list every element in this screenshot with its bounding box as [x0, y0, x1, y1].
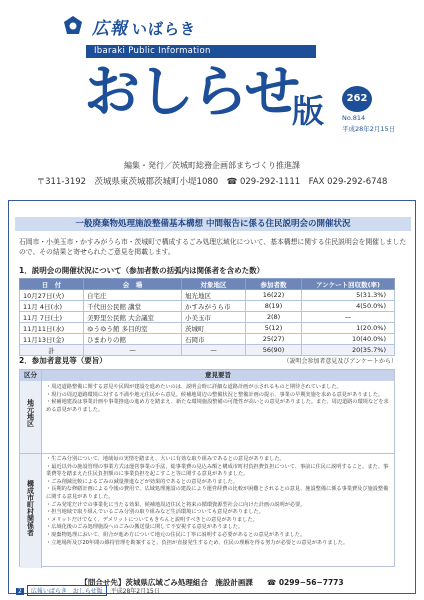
- contact-label: 【問合せ先】茨城県広域ごみ処理組合 施設計画課: [80, 578, 253, 587]
- page-footer: [16, 585, 160, 596]
- list-item: ・メリットだけでなく、デメリットについてもきちんと説明すべきとの意見がありました。: [46, 516, 258, 523]
- list-item: ・担当地域で取り組んでいるごみ分別の取り組みなど生活環境についても意見がありました。: [46, 509, 264, 516]
- list-item: ・広域化後のごみ処理施設へのごみの搬送量に関して不安視する意見がありました。: [46, 524, 244, 531]
- list-item: ・最近以外の施設管理の事業方式は運営事業の手法、総事業費の見込み額と構成市町村負担費負担について、事前に住民に説明すること。また、事業費等を踏まえた住民負担額のに事業負担を起こすこと等に関する意見がありました。: [46, 463, 389, 478]
- category-local: 地元地区: [20, 381, 42, 453]
- opinion-header-summary: 意見要旨: [205, 371, 231, 379]
- brand-name: 広報 いばらき: [92, 19, 197, 39]
- title-suffix: 版: [292, 92, 325, 130]
- brand-english: Ibaraki Public Information: [94, 46, 211, 56]
- list-item: ・長期的な修繕計画による今後の費用で、広域処理施設の建設により運営経費の比較が困難とされるとの意見、施設整備に係る事業費及び施設整備に関する意見がありました。: [46, 486, 389, 500]
- section1-title: 1．説明会の開催状況について（参加者数の括弧内は関係者を含めた数）: [19, 266, 265, 275]
- footer-publication-name: 広報いばらき おしらせ版: [27, 585, 107, 596]
- opinions-local: [46, 384, 392, 414]
- opinions-municipal: [46, 456, 392, 547]
- section2-title: 2．参加者意見等（要旨）: [19, 356, 107, 365]
- issue-date: 平成28年2月15日: [342, 125, 396, 133]
- footer-date: 平成28年2月15日: [110, 588, 160, 595]
- col-venue: 会 場: [84, 279, 182, 290]
- col-area: 対象地区: [182, 279, 246, 290]
- section2-note: （説明会参加者意見及びアンケートから）: [283, 358, 397, 365]
- category-municipal: 構成市町村関係者: [20, 453, 42, 568]
- col-participants: 参加者数: [246, 279, 302, 290]
- notice-lead: 石岡市・小美玉市・かすみがうら市・茨城町で構成するごみ処理広域化について、基本構想に関する住民説明会を開催しましたので、その結果と寄せられたご意見を掲載します。: [19, 238, 407, 256]
- opinion-header: [20, 370, 394, 381]
- list-item: ・現行の周辺道路環境に対する不満や地元住民から意見。候補地周辺の整備状況と整備計画の提示、事業の早期実施を求める意見がありました。: [46, 391, 384, 398]
- page-number: 2: [18, 588, 22, 595]
- table-total-row: 計 — — 56(90) 20(35.7%): [20, 345, 395, 356]
- table-row: 10月27日(火) 自宅庄 旭光地区 16(22) 5(31.3%): [20, 290, 395, 301]
- list-item: ・立地場所及び20年間の維持管理を勘案すると、負担が直接発生するため、住民の理解を得る努力が必要との意見がありました。: [46, 539, 349, 546]
- issue-number-badge: 262: [342, 86, 372, 112]
- col-date: 日 付: [20, 279, 84, 290]
- town-emblem-icon: [62, 14, 84, 36]
- list-item: ・廃棄物処理において、組合が進め方について地元の住民に丁寧に説明する必要があるとの意見がありました。: [46, 531, 306, 538]
- table-row: 11月 4日(水) 千代田公民館 講堂 かすみがうら市 8(19) 4(50.0%): [20, 301, 395, 312]
- issue-no: No.814: [342, 114, 366, 122]
- notice-heading: 一般廃棄物処理施設整備基本構想 中間報告に係る住民説明会の開催状況: [15, 217, 411, 231]
- contact-tel: ☎ 0299−56−7773: [266, 578, 344, 587]
- opinion-header-category: 区分: [20, 370, 42, 381]
- opinion-table: [19, 369, 395, 567]
- table-header-row: [20, 279, 395, 290]
- list-item: ・ごみ削減比較によるごみの減量推進などが効果的であるとの意見がありました。: [46, 478, 238, 485]
- divider: [42, 453, 394, 454]
- schedule-table: [19, 278, 395, 356]
- table-row: 11月13日(金) ひまわりの館 石岡市 25(27) 10(40.0%): [20, 334, 395, 345]
- page-title: おしらせ: [84, 59, 299, 125]
- table-row: 11月11日(水) ゆうゆう館 多目的室 茨城町 5(12) 1(20.0%): [20, 323, 395, 334]
- col-survey: アンケート回収数(率): [302, 279, 395, 290]
- masthead: [0, 0, 424, 196]
- list-item: ・ごみ発電だけでの事業化に当たる効果、候補地周辺住民と将来の循環資源型社会に向けた計画の説明が必要。: [46, 501, 306, 508]
- list-item: ・生ごみ分別について、地域毎の実情を踏まえ、大いに有効な取り組みであるとの意見がありました。: [46, 456, 285, 462]
- notice-box: [8, 200, 416, 594]
- table-row: 11月 7日(土) 美野里公民館 大会議室 小美玉市 2(8) —: [20, 312, 395, 323]
- list-item: ・候補地建設は事業計画や事業推進の進め方を踏まえ、新たな環境施設整備の可能性が高いとの意見がありました。また、周辺道路の環境などを求める意見がありました。: [46, 399, 389, 413]
- address-line: 〒311-3192 茨城県東茨城郡茨城町小堤1080 ☎ 029-292-1111 FAX 029-292-6748: [36, 177, 388, 187]
- editor-line: 編集・発行／茨城町総務企画部まちづくり推進課: [124, 161, 300, 170]
- list-item: ・周辺道路整備に関する意見や民間が建設を進めたいのは、説明会時に詳細な道路計画が示されるものと期待されていました。: [46, 384, 342, 390]
